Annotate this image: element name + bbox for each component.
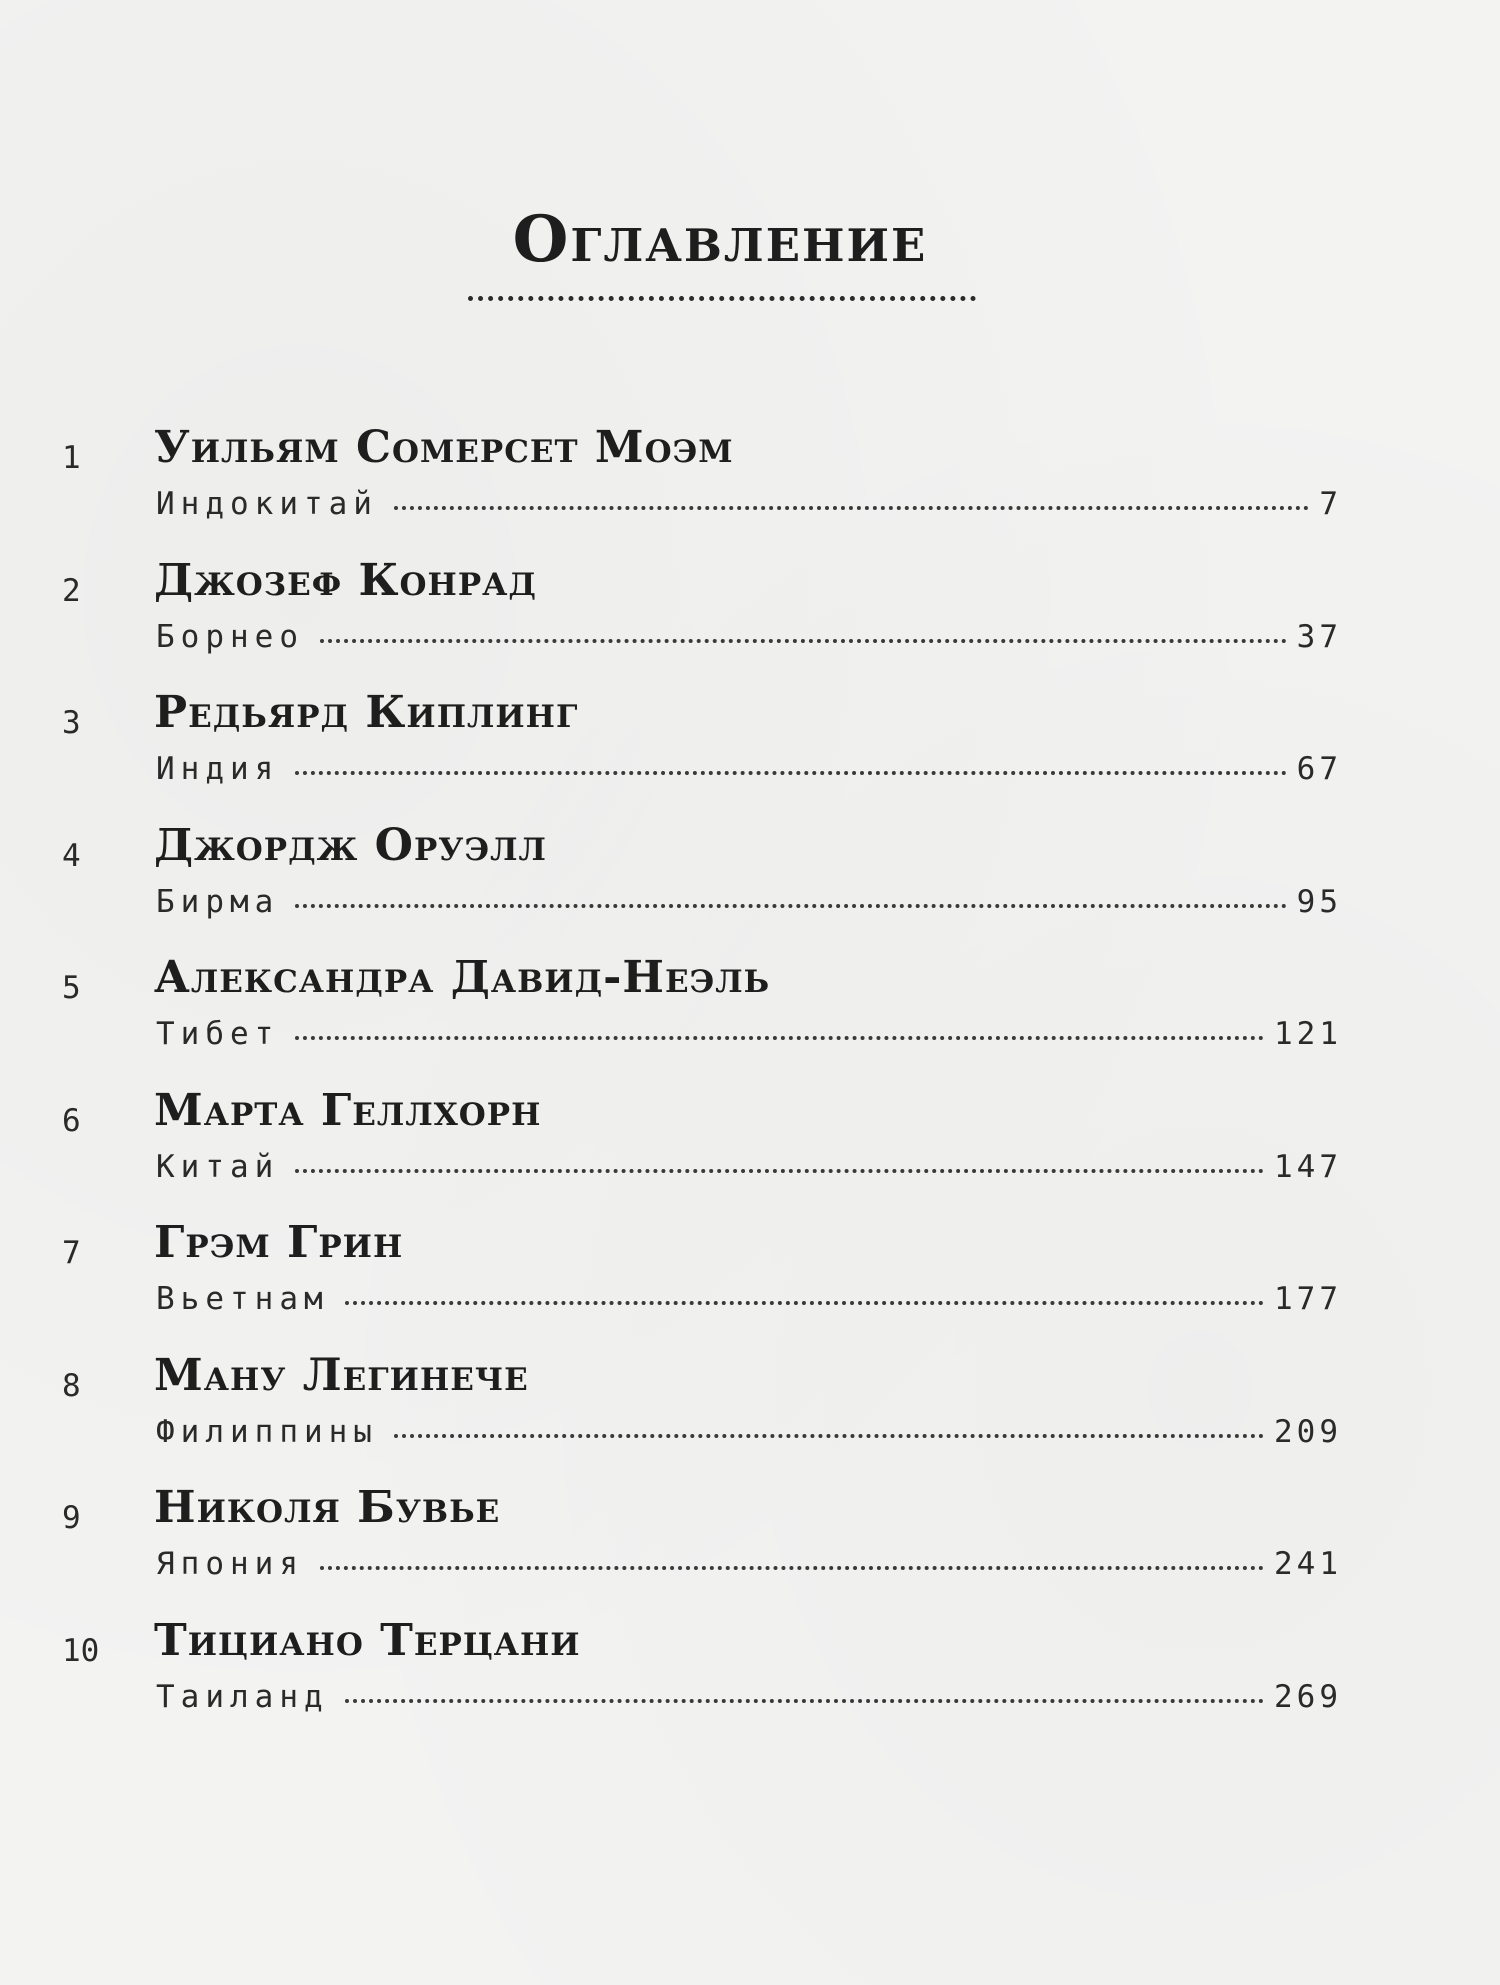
chapter-line [156,1281,1342,1325]
toc-entry[interactable] [0,551,1500,684]
dot-leader [320,1566,1264,1570]
chapter-author[interactable]: Джордж Оруэлл [154,819,547,871]
toc-entry[interactable] [0,418,1500,551]
chapter-author[interactable]: Редьярд Киплинг [154,687,579,738]
chapter-author[interactable]: Уильям Сомерсет Моэм [154,422,734,473]
chapter-author[interactable]: Александра Давид-Неэль [154,952,771,1003]
dot-leader [394,1434,1264,1438]
table-of-contents [0,418,1500,1743]
page-title: Оглавление [512,202,928,277]
chapter-place: Япония [156,1546,304,1582]
toc-entry[interactable] [0,816,1500,949]
toc-entry[interactable] [0,1346,1500,1479]
chapter-place: Индия [156,751,280,787]
chapter-line [156,1414,1342,1458]
dot-leader [345,1699,1264,1703]
toc-entry[interactable] [0,683,1500,816]
toc-entry[interactable] [0,1478,1500,1611]
chapter-number: 2 [62,572,81,609]
chapter-number: 9 [62,1500,81,1536]
chapter-number: 7 [62,1235,81,1271]
title-dotted-rule [468,296,976,301]
dot-leader [345,1301,1264,1305]
chapter-page-number: 37 [1296,618,1342,655]
chapter-author[interactable]: Марта Геллхорн [154,1084,542,1136]
chapter-line [156,1149,1342,1193]
chapter-place: Китай [156,1148,280,1185]
toc-entry[interactable] [0,1213,1500,1346]
chapter-line [156,1679,1342,1723]
chapter-page-number: 147 [1274,1148,1342,1185]
chapter-number: 1 [62,440,81,476]
chapter-number: 6 [62,1102,81,1139]
chapter-author[interactable]: Джозеф Конрад [154,554,537,606]
dot-leader [295,1036,1264,1040]
chapter-line [156,751,1342,795]
chapter-page-number: 241 [1274,1546,1342,1582]
chapter-page-number: 209 [1274,1413,1342,1450]
dot-leader [394,506,1309,510]
chapter-place: Тибет [156,1016,280,1052]
chapter-line [156,1546,1342,1590]
chapter-page-number: 95 [1296,883,1342,920]
chapter-place: Индокитай [156,486,378,522]
chapter-author[interactable]: Грэм Грин [154,1217,404,1268]
chapter-page-number: 7 [1319,486,1342,522]
chapter-place: Таиланд [156,1678,329,1715]
chapter-number: 3 [62,705,81,741]
chapter-line [156,884,1342,928]
chapter-number: 8 [62,1367,81,1404]
dot-leader [295,904,1286,908]
chapter-line [156,619,1342,663]
chapter-place: Вьетнам [156,1281,329,1317]
dot-leader [320,639,1287,643]
dot-leader [295,1169,1264,1173]
chapter-place: Филиппины [156,1413,378,1450]
chapter-page-number: 177 [1274,1281,1342,1317]
chapter-author[interactable]: Тициано Терцани [154,1614,581,1666]
chapter-line [156,486,1342,530]
chapter-number: 5 [62,970,81,1006]
chapter-place: Бирма [156,883,280,920]
toc-entry[interactable] [0,948,1500,1081]
dot-leader [295,771,1286,775]
chapter-author[interactable]: Ману Легинече [154,1349,529,1401]
toc-entry[interactable] [0,1611,1500,1744]
chapter-place: Борнео [156,618,304,655]
chapter-number: 4 [62,837,81,874]
toc-entry[interactable] [0,1081,1500,1214]
chapter-page-number: 269 [1274,1678,1342,1715]
chapter-number: 10 [62,1632,100,1669]
chapter-page-number: 67 [1296,751,1342,787]
chapter-author[interactable]: Николя Бувье [154,1482,501,1533]
chapter-page-number: 121 [1274,1016,1342,1052]
chapter-line [156,1016,1342,1060]
